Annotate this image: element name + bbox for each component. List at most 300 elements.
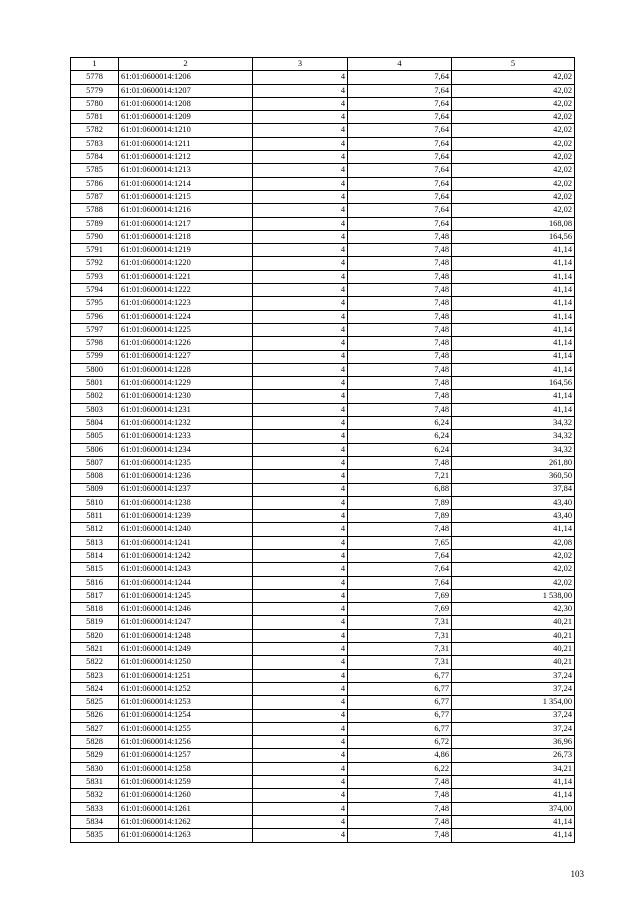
cadastral-number-cell: 61:01:0600014:1245 [119,589,253,602]
cadastral-number-cell: 61:01:0600014:1242 [119,549,253,562]
col4-cell: 7,48 [348,403,452,416]
cadastral-number-cell: 61:01:0600014:1230 [119,390,253,403]
column-header-1: 1 [71,58,119,71]
col5-cell: 41,14 [452,257,575,270]
col5-cell: 42,02 [452,111,575,124]
col3-cell: 4 [253,164,348,177]
col4-cell: 7,48 [348,350,452,363]
col4-cell: 7,69 [348,603,452,616]
table-row [71,523,575,536]
col5-cell: 34,32 [452,430,575,443]
table-row [71,111,575,124]
col3-cell: 4 [253,230,348,243]
table-row [71,722,575,735]
col3-cell: 4 [253,762,348,775]
table-row [71,536,575,549]
row-number-cell: 5832 [71,789,119,802]
col5-cell: 37,24 [452,669,575,682]
col5-cell: 40,21 [452,629,575,642]
cadastral-number-cell: 61:01:0600014:1220 [119,257,253,270]
col4-cell: 7,48 [348,815,452,828]
col3-cell: 4 [253,337,348,350]
row-number-cell: 5834 [71,815,119,828]
cadastral-number-cell: 61:01:0600014:1238 [119,496,253,509]
col5-cell: 26,73 [452,749,575,762]
cadastral-number-cell: 61:01:0600014:1233 [119,430,253,443]
cadastral-number-cell: 61:01:0600014:1206 [119,71,253,84]
table-row [71,84,575,97]
col3-cell: 4 [253,124,348,137]
col4-cell: 7,48 [348,829,452,842]
row-number-cell: 5799 [71,350,119,363]
row-number-cell: 5804 [71,417,119,430]
table-row [71,363,575,376]
row-number-cell: 5790 [71,230,119,243]
col4-cell: 7,64 [348,97,452,110]
col3-cell: 4 [253,430,348,443]
col5-cell: 41,14 [452,403,575,416]
table-row [71,656,575,669]
row-number-cell: 5825 [71,696,119,709]
col3-cell: 4 [253,377,348,390]
cadastral-number-cell: 61:01:0600014:1226 [119,337,253,350]
table-row [71,496,575,509]
col4-cell: 7,48 [348,390,452,403]
row-number-cell: 5780 [71,97,119,110]
cadastral-number-cell: 61:01:0600014:1257 [119,749,253,762]
row-number-cell: 5805 [71,430,119,443]
row-number-cell: 5786 [71,177,119,190]
row-number-cell: 5820 [71,629,119,642]
col5-cell: 42,30 [452,603,575,616]
row-number-cell: 5817 [71,589,119,602]
col5-cell: 43,40 [452,496,575,509]
row-number-cell: 5793 [71,270,119,283]
col3-cell: 4 [253,589,348,602]
cadastral-number-cell: 61:01:0600014:1219 [119,244,253,257]
cadastral-number-cell: 61:01:0600014:1234 [119,443,253,456]
col3-cell: 4 [253,297,348,310]
col3-cell: 4 [253,151,348,164]
col5-cell: 37,24 [452,709,575,722]
col4-cell: 7,48 [348,230,452,243]
col4-cell: 7,89 [348,510,452,523]
table-row [71,164,575,177]
table-row [71,217,575,230]
col4-cell: 7,64 [348,177,452,190]
table-row [71,616,575,629]
column-header-2: 2 [119,58,253,71]
col5-cell: 43,40 [452,510,575,523]
table-row [71,403,575,416]
cadastral-number-cell: 61:01:0600014:1253 [119,696,253,709]
cadastral-number-cell: 61:01:0600014:1212 [119,151,253,164]
cadastral-number-cell: 61:01:0600014:1228 [119,363,253,376]
col5-cell: 360,50 [452,470,575,483]
table-row [71,190,575,203]
cadastral-number-cell: 61:01:0600014:1259 [119,776,253,789]
table-body [71,71,575,842]
col3-cell: 4 [253,536,348,549]
col3-cell: 4 [253,483,348,496]
row-number-cell: 5818 [71,603,119,616]
col4-cell: 7,31 [348,616,452,629]
col3-cell: 4 [253,829,348,842]
col4-cell: 6,77 [348,682,452,695]
col3-cell: 4 [253,789,348,802]
table-row [71,815,575,828]
row-number-cell: 5778 [71,71,119,84]
row-number-cell: 5824 [71,682,119,695]
cadastral-number-cell: 61:01:0600014:1248 [119,629,253,642]
col3-cell: 4 [253,496,348,509]
col5-cell: 261,80 [452,456,575,469]
row-number-cell: 5794 [71,284,119,297]
col4-cell: 7,48 [348,337,452,350]
row-number-cell: 5829 [71,749,119,762]
col5-cell: 41,14 [452,390,575,403]
cadastral-number-cell: 61:01:0600014:1260 [119,789,253,802]
col4-cell: 6,24 [348,443,452,456]
col3-cell: 4 [253,629,348,642]
col4-cell: 6,88 [348,483,452,496]
col4-cell: 6,77 [348,696,452,709]
col4-cell: 7,31 [348,656,452,669]
col5-cell: 42,02 [452,549,575,562]
col4-cell: 6,77 [348,722,452,735]
col5-cell: 41,14 [452,284,575,297]
col4-cell: 7,64 [348,111,452,124]
col5-cell: 41,14 [452,337,575,350]
col4-cell: 4,86 [348,749,452,762]
col4-cell: 7,64 [348,217,452,230]
col3-cell: 4 [253,390,348,403]
row-number-cell: 5814 [71,549,119,562]
col5-cell: 42,02 [452,151,575,164]
col5-cell: 41,14 [452,363,575,376]
col4-cell: 7,21 [348,470,452,483]
col4-cell: 6,72 [348,736,452,749]
col5-cell: 1 354,00 [452,696,575,709]
cadastral-number-cell: 61:01:0600014:1236 [119,470,253,483]
col4-cell: 7,64 [348,576,452,589]
row-number-cell: 5783 [71,137,119,150]
cadastral-number-cell: 61:01:0600014:1237 [119,483,253,496]
row-number-cell: 5788 [71,204,119,217]
col4-cell: 7,48 [348,789,452,802]
table-row [71,576,575,589]
col5-cell: 42,02 [452,97,575,110]
col4-cell: 7,64 [348,124,452,137]
table-row [71,563,575,576]
table-row [71,390,575,403]
table-row [71,97,575,110]
col4-cell: 7,48 [348,284,452,297]
col3-cell: 4 [253,257,348,270]
col4-cell: 7,89 [348,496,452,509]
row-number-cell: 5823 [71,669,119,682]
col5-cell: 42,02 [452,177,575,190]
row-number-cell: 5816 [71,576,119,589]
col5-cell: 42,02 [452,84,575,97]
cadastral-number-cell: 61:01:0600014:1227 [119,350,253,363]
table-row [71,151,575,164]
cadastral-number-cell: 61:01:0600014:1232 [119,417,253,430]
row-number-cell: 5785 [71,164,119,177]
col5-cell: 36,96 [452,736,575,749]
cadastral-number-cell: 61:01:0600014:1213 [119,164,253,177]
column-header-5: 5 [452,58,575,71]
col3-cell: 4 [253,603,348,616]
col5-cell: 168,08 [452,217,575,230]
col5-cell: 164,56 [452,377,575,390]
col4-cell: 7,69 [348,589,452,602]
col4-cell: 7,64 [348,164,452,177]
col3-cell: 4 [253,270,348,283]
cadastral-number-cell: 61:01:0600014:1210 [119,124,253,137]
col4-cell: 7,48 [348,802,452,815]
row-number-cell: 5833 [71,802,119,815]
col3-cell: 4 [253,323,348,336]
cadastral-number-cell: 61:01:0600014:1229 [119,377,253,390]
cadastral-number-cell: 61:01:0600014:1252 [119,682,253,695]
col4-cell: 7,64 [348,84,452,97]
col3-cell: 4 [253,802,348,815]
col3-cell: 4 [253,669,348,682]
row-number-cell: 5826 [71,709,119,722]
col4-cell: 7,31 [348,643,452,656]
row-number-cell: 5812 [71,523,119,536]
row-number-cell: 5808 [71,470,119,483]
table-row [71,762,575,775]
col3-cell: 4 [253,709,348,722]
cadastral-number-cell: 61:01:0600014:1224 [119,310,253,323]
col4-cell: 7,48 [348,297,452,310]
table-row [71,177,575,190]
col3-cell: 4 [253,177,348,190]
row-number-cell: 5792 [71,257,119,270]
table-row [71,310,575,323]
cadastral-number-cell: 61:01:0600014:1218 [119,230,253,243]
col3-cell: 4 [253,616,348,629]
cadastral-number-cell: 61:01:0600014:1221 [119,270,253,283]
cadastral-number-cell: 61:01:0600014:1211 [119,137,253,150]
table-row [71,709,575,722]
col3-cell: 4 [253,696,348,709]
col4-cell: 6,77 [348,709,452,722]
row-number-cell: 5822 [71,656,119,669]
row-number-cell: 5806 [71,443,119,456]
table-row [71,629,575,642]
table-row [71,270,575,283]
row-number-cell: 5827 [71,722,119,735]
col3-cell: 4 [253,456,348,469]
col3-cell: 4 [253,576,348,589]
col5-cell: 42,02 [452,190,575,203]
row-number-cell: 5789 [71,217,119,230]
col4-cell: 7,64 [348,563,452,576]
col3-cell: 4 [253,523,348,536]
table-row [71,443,575,456]
table-row [71,71,575,84]
row-number-cell: 5811 [71,510,119,523]
col3-cell: 4 [253,190,348,203]
cadastral-number-cell: 61:01:0600014:1255 [119,722,253,735]
col4-cell: 7,48 [348,257,452,270]
col3-cell: 4 [253,217,348,230]
table-row [71,230,575,243]
col4-cell: 6,77 [348,669,452,682]
col5-cell: 34,32 [452,443,575,456]
col4-cell: 7,48 [348,244,452,257]
row-number-cell: 5779 [71,84,119,97]
table-row [71,323,575,336]
col5-cell: 42,02 [452,71,575,84]
col4-cell: 7,48 [348,363,452,376]
col5-cell: 37,24 [452,682,575,695]
table-row [71,829,575,842]
table-row [71,682,575,695]
cadastral-number-cell: 61:01:0600014:1223 [119,297,253,310]
table-row [71,430,575,443]
col4-cell: 7,48 [348,456,452,469]
column-header-4: 4 [348,58,452,71]
cadastral-number-cell: 61:01:0600014:1261 [119,802,253,815]
col3-cell: 4 [253,815,348,828]
row-number-cell: 5796 [71,310,119,323]
table-row [71,137,575,150]
col3-cell: 4 [253,443,348,456]
col5-cell: 42,02 [452,204,575,217]
col4-cell: 6,22 [348,762,452,775]
row-number-cell: 5807 [71,456,119,469]
col5-cell: 41,14 [452,815,575,828]
col5-cell: 41,14 [452,789,575,802]
page-number: 103 [570,869,584,879]
cadastral-number-cell: 61:01:0600014:1258 [119,762,253,775]
col3-cell: 4 [253,97,348,110]
row-number-cell: 5802 [71,390,119,403]
col4-cell: 7,64 [348,549,452,562]
col5-cell: 41,14 [452,244,575,257]
col5-cell: 37,84 [452,483,575,496]
row-number-cell: 5795 [71,297,119,310]
col5-cell: 41,14 [452,270,575,283]
col4-cell: 7,64 [348,71,452,84]
table-row [71,736,575,749]
table-row [71,456,575,469]
cadastral-number-cell: 61:01:0600014:1243 [119,563,253,576]
row-number-cell: 5815 [71,563,119,576]
col3-cell: 4 [253,417,348,430]
col3-cell: 4 [253,71,348,84]
col4-cell: 7,48 [348,776,452,789]
cadastral-number-cell: 61:01:0600014:1249 [119,643,253,656]
col5-cell: 41,14 [452,297,575,310]
table-row [71,510,575,523]
table-row [71,789,575,802]
cadastral-number-cell: 61:01:0600014:1247 [119,616,253,629]
cadastral-number-cell: 61:01:0600014:1225 [119,323,253,336]
row-number-cell: 5797 [71,323,119,336]
cadastral-number-cell: 61:01:0600014:1207 [119,84,253,97]
table-row [71,124,575,137]
col5-cell: 41,14 [452,829,575,842]
header-row [71,58,575,71]
cadastral-number-cell: 61:01:0600014:1262 [119,815,253,828]
table-row [71,297,575,310]
col4-cell: 7,64 [348,137,452,150]
table-row [71,204,575,217]
row-number-cell: 5813 [71,536,119,549]
table-row [71,350,575,363]
cadastral-number-cell: 61:01:0600014:1231 [119,403,253,416]
cadastral-number-cell: 61:01:0600014:1240 [119,523,253,536]
col5-cell: 42,02 [452,563,575,576]
col3-cell: 4 [253,682,348,695]
col4-cell: 7,65 [348,536,452,549]
col5-cell: 40,21 [452,656,575,669]
cadastral-number-cell: 61:01:0600014:1254 [119,709,253,722]
row-number-cell: 5800 [71,363,119,376]
table-row [71,337,575,350]
col5-cell: 164,56 [452,230,575,243]
table-row [71,776,575,789]
row-number-cell: 5828 [71,736,119,749]
col5-cell: 40,21 [452,643,575,656]
table-row [71,589,575,602]
table-row [71,549,575,562]
col4-cell: 7,48 [348,310,452,323]
cadastral-number-cell: 61:01:0600014:1235 [119,456,253,469]
col5-cell: 42,02 [452,576,575,589]
col3-cell: 4 [253,563,348,576]
col3-cell: 4 [253,736,348,749]
cadastral-number-cell: 61:01:0600014:1246 [119,603,253,616]
table-row [71,696,575,709]
col5-cell: 42,02 [452,137,575,150]
col3-cell: 4 [253,137,348,150]
col3-cell: 4 [253,470,348,483]
col4-cell: 7,48 [348,323,452,336]
col5-cell: 41,14 [452,523,575,536]
cadastral-number-cell: 61:01:0600014:1250 [119,656,253,669]
table-row [71,284,575,297]
cadastral-number-cell: 61:01:0600014:1222 [119,284,253,297]
table-row [71,643,575,656]
col5-cell: 41,14 [452,310,575,323]
col4-cell: 7,64 [348,190,452,203]
cadastral-number-cell: 61:01:0600014:1216 [119,204,253,217]
cadastral-number-cell: 61:01:0600014:1244 [119,576,253,589]
col5-cell: 42,02 [452,164,575,177]
table-row [71,470,575,483]
table-row [71,603,575,616]
cadastral-number-cell: 61:01:0600014:1215 [119,190,253,203]
table-row [71,749,575,762]
cadastral-number-cell: 61:01:0600014:1251 [119,669,253,682]
col3-cell: 4 [253,363,348,376]
table-row [71,802,575,815]
table-row [71,244,575,257]
col3-cell: 4 [253,310,348,323]
cadastral-number-cell: 61:01:0600014:1241 [119,536,253,549]
row-number-cell: 5782 [71,124,119,137]
col5-cell: 34,32 [452,417,575,430]
row-number-cell: 5791 [71,244,119,257]
col3-cell: 4 [253,722,348,735]
col3-cell: 4 [253,204,348,217]
